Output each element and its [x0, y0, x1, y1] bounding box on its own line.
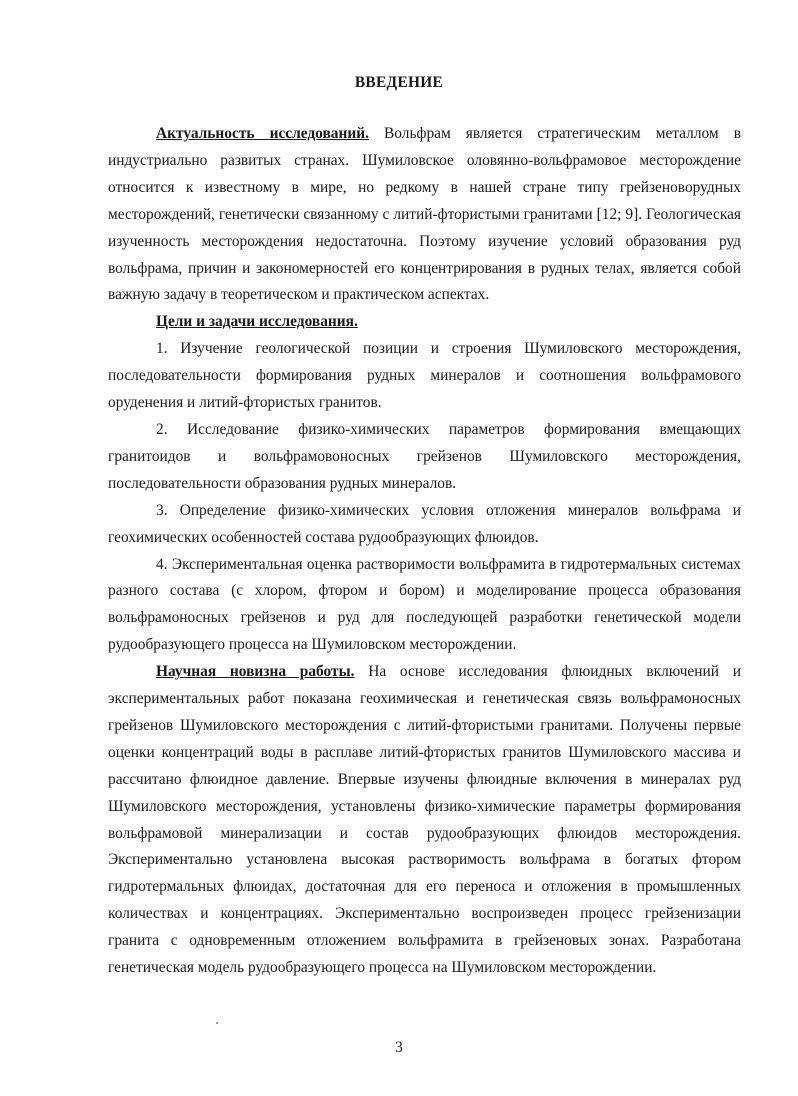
goals-heading: Цели и задачи исследования.: [156, 313, 358, 331]
novelty-text: На основе исследования флюидных включений и экспериментальных работ показана геохимическая и генетическая связь вольфрамоносных грейзенов Шумиловского месторождения с литий-фтористыми гранитами. Получены первые оценки концентраций воды в расплаве литий-фтористых гранитов Шумиловского массива и рассчитано флюидное давление. Впервые изучены флюидные включения в минералах руд Шумиловского месторождения, установлены физико-химические параметры формирования вольфрамовой минерализации и состав рудообразующих флюидов месторождения. Экспериментально установлена высокая растворимость вольфрама в богатых фтором гидротермальных флюидах, достаточная для его переноса и отложения в промышленных количествах и концентрациях. Экспериментально воспроизведен процесс грейзенизации гранита с одновременным отложением вольфрамита в грейзеновых зонах. Разработана генетическая модель рудообразующего процесса на Шумиловском месторождении.: [108, 663, 741, 977]
page-number: 3: [395, 1039, 403, 1056]
relevance-text: Вольфрам является стратегическим металлом в индустриально развитых странах. Шумиловское оловянно-вольфрамовое месторождение относится к известному в мире, но редкому в нашей стране типу грейзеноворудных месторождений, генетически связанному с литий-фтористыми гранитами [12; 9]. Геологическая изученность месторождения недостаточна. Поэтому изучение условий образования руд вольфрама, причин и закономерностей его концентрирования в рудных телах, является собой важную задачу в теоретическом и практическом аспектах.: [108, 125, 741, 304]
goals-heading-paragraph: [108, 309, 741, 336]
relevance-heading: Актуальность исследований.: [156, 125, 369, 142]
goal-item-4: 4. Экспериментальная оценка растворимости вольфрамита в гидротермальных системах разного состава (с хлором, фтором и бором) и моделирование процесса образования вольфрамоносных грейзенов и руд для последующей разработки генетической модели рудообразующего процесса на Шумиловском месторождении.: [108, 555, 741, 654]
goal-item-3: 3. Определение физико-химических условия отложения минералов вольфрама и геохимических особенностей состава рудообразующих флюидов.: [108, 501, 741, 546]
novelty-heading: Научная новизна работы.: [156, 663, 355, 681]
relevance-paragraph: [108, 121, 741, 309]
scan-speck: [216, 1022, 218, 1024]
novelty-paragraph: [108, 659, 741, 982]
section-title: ВВЕДЕНИЕ: [354, 74, 444, 91]
goal-item-1: 1. Изучение геологической позиции и строения Шумиловского месторождения, последовательности формирования рудных минералов и соотношения вольфрамового оруденения и литий-фтористых гранитов.: [108, 340, 741, 412]
goal-item-2: 2. Исследование физико-химических параметров формирования вмещающих гранитоидов и вольфрамовоносных грейзенов Шумиловского месторождения, последовательности образования рудных минералов.: [108, 420, 741, 492]
body-text: [108, 121, 741, 982]
